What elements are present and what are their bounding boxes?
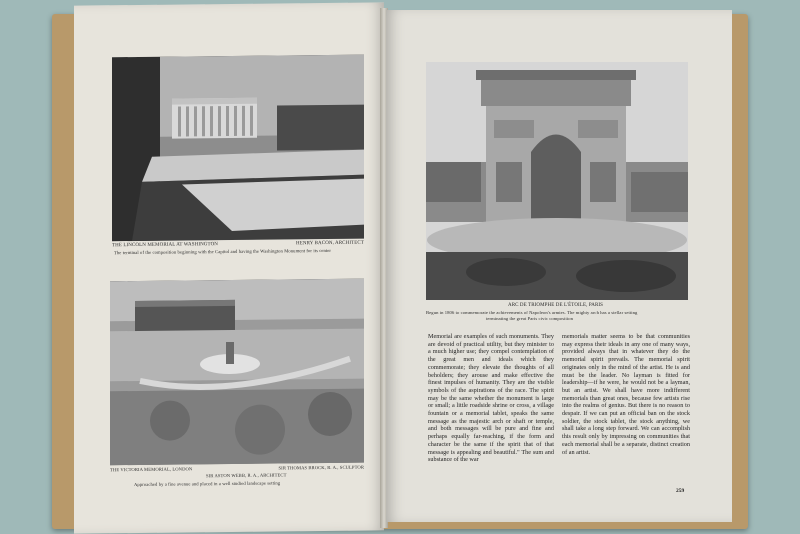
figure2-title-mid: SIR ASTON WEBB, R. A., ARCHITECT: [206, 472, 287, 479]
text-column-2: [562, 333, 690, 456]
column-2-text: memorials matter seems to be that communities may express their ideals in any one of many ways, provided always that in whatever they do the memorial spirit prevails. The memorial spirit originates only in the mind of the artist. He is and must be the leader. No layman is fitted for leadership—if he were, he would not be a layman, but an artist. We shall have more indifferent memorials than great ones, because few artists rise into the realms of genius. But there is no reason to despair. If we can put an official ban on the stock soldier, the stock tablet, the stock anything, we shall take a long step forward. We can accomplish this result only by impressing on communities that each memorial shall be a separate, distinct creation of an artist.: [562, 333, 690, 456]
figure1-title-right: HENRY BACON, ARCHITECT: [296, 240, 364, 247]
lincoln-memorial-photo: [112, 55, 364, 242]
page-number: 259: [676, 488, 685, 494]
victoria-memorial-photo: [110, 279, 364, 466]
arc-description-line2: terminating the great Paris civic composition: [486, 316, 574, 321]
left-page: [74, 2, 384, 533]
figure1-title-left: THE LINCOLN MEMORIAL AT WASHINGTON: [112, 242, 218, 249]
text-column-1: [428, 333, 554, 464]
figure2-title-left: THE VICTORIA MEMORIAL, LONDON: [110, 466, 193, 473]
column-1-text: Memorial are examples of such monuments. They are devoid of practical utility, but they minister to a much higher use; they compel contemplation of the great men and ideals which they commemorate; they elevate the thoughts of all beholders; they arouse and make effective the finest impulses of humanity. They are the visible symbols of the aspirations of the race. The spirit may be the same whether the monument is large or small; a little roadside shrine or cross, a village fountain or a memorial tablet, speaks the same message as the majestic arch or shaft or temple, and both messages will be pure and fine and perhaps equally far-reaching, if the form and character be the same if the spirit that of that message is appealing and beautiful." The sum and substance of the war: [428, 333, 554, 464]
arc-de-triomphe-photo: [426, 62, 688, 300]
figure1-description: The terminal of the composition beginning with the Capitol and having the Washington Monument for its center: [114, 247, 332, 256]
arc-title: ARC DE TRIOMPHE DE L'ÉTOILE, PARIS: [508, 303, 604, 308]
arc-description-line1: Begun in 1806 to commemorate the achievements of Napoleon's armies. The mighty arch has a stellar setting: [426, 310, 638, 315]
figure2-description: Approached by a fine avenue and placed in a well studied landscape setting: [134, 480, 281, 487]
right-page: [386, 10, 732, 522]
figure2-title-right: SIR THOMAS BROCK, R. A., SCULPTOR: [278, 464, 364, 471]
